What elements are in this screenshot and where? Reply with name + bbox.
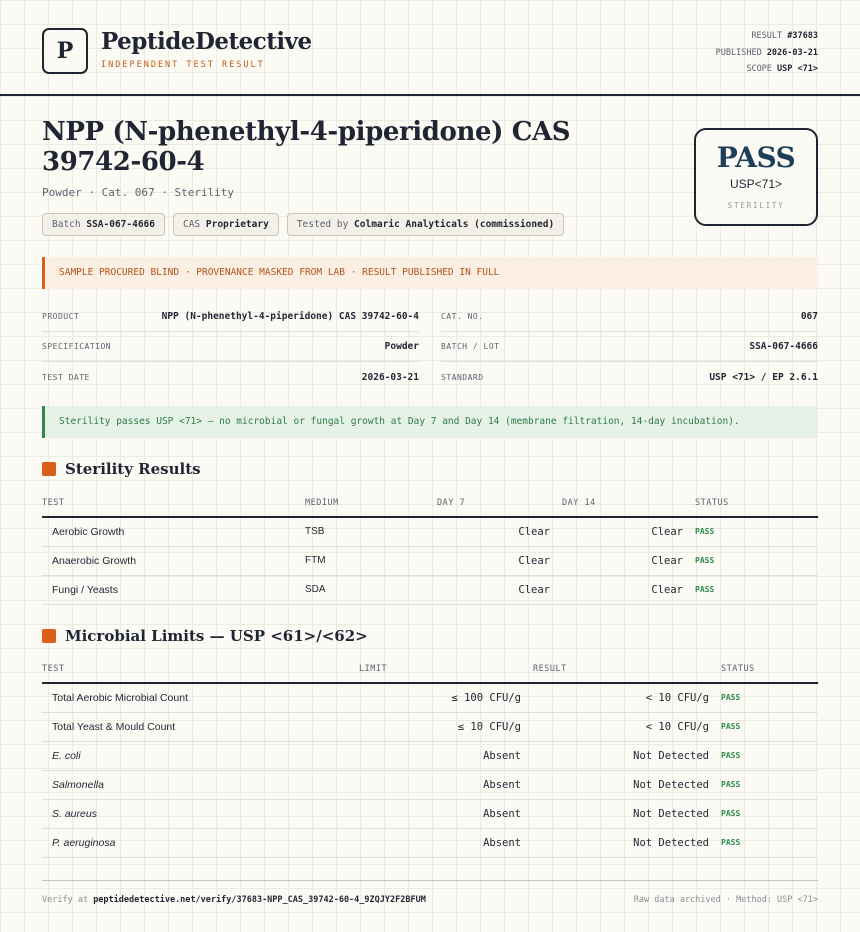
day7-result: Clear (437, 546, 562, 575)
column-header: LIMIT (359, 655, 533, 683)
medium: SDA (305, 575, 437, 604)
status-badge: PASS (721, 828, 818, 857)
status-badge: PASS (721, 683, 818, 712)
sterility-table (42, 489, 818, 605)
product-title: NPP (N-phenethyl-4-piperidone) CAS 39742-60-4 (42, 117, 571, 177)
test-name: E. coli (42, 741, 359, 770)
info-grid-left (42, 302, 419, 392)
limit: ≤ 10 CFU/g (359, 712, 533, 741)
test-name: Anaerobic Growth (42, 546, 305, 575)
table-row (42, 683, 818, 712)
table-row (42, 828, 818, 857)
limit: ≤ 100 CFU/g (359, 683, 533, 712)
section-title: Microbial Limits — USP <61>/<62> (65, 627, 368, 645)
info-label: SPECIFICATION (42, 342, 112, 351)
brand-tagline: INDEPENDENT TEST RESULT (101, 60, 265, 70)
microbial-section-header (42, 627, 368, 645)
procurement-notice: SAMPLE PROCURED BLIND · PROVENANCE MASKED FROM LAB · RESULT PUBLISHED IN FULL (42, 257, 818, 289)
info-value: 2026-03-21 (361, 371, 419, 383)
result: Not Detected (533, 770, 721, 799)
info-row-batch-lot (441, 332, 818, 362)
section-title: Sterility Results (65, 460, 201, 478)
published-line: PUBLISHED 2026-03-21 (715, 47, 818, 58)
info-value: NPP (N-phenethyl-4-piperidone) CAS 39742-60-4 (161, 311, 419, 322)
limit: Absent (359, 741, 533, 770)
report-footer (42, 880, 818, 905)
table-row (42, 517, 818, 546)
scope-line: SCOPE USP <71> (746, 64, 818, 74)
limit: Absent (359, 828, 533, 857)
column-header: MEDIUM (305, 489, 437, 517)
status-badge: PASS (695, 546, 818, 575)
info-grid-right (441, 302, 818, 392)
brand-logo: P (42, 28, 88, 74)
result: < 10 CFU/g (533, 712, 721, 741)
info-row-product (42, 302, 419, 332)
info-value: USP <71> / EP 2.6.1 (709, 371, 818, 383)
table-row (42, 575, 818, 604)
table-row (42, 712, 818, 741)
table-header-row (42, 489, 818, 517)
limit: Absent (359, 799, 533, 828)
status-badge: PASS (721, 741, 818, 770)
cas-chip: CAS Proprietary (173, 213, 279, 236)
column-header: TEST (42, 489, 305, 517)
day14-result: Clear (562, 517, 695, 546)
medium: TSB (305, 517, 437, 546)
info-value: Powder (384, 341, 419, 352)
info-value: 067 (800, 311, 818, 322)
limit: Absent (359, 770, 533, 799)
verdict-standard: USP<71> (729, 177, 783, 191)
verdict-category: STERILITY (727, 201, 785, 210)
info-label: TEST DATE (42, 372, 90, 382)
info-value: SSA-067-4666 (749, 341, 818, 352)
status-badge: PASS (721, 712, 818, 741)
medium: FTM (305, 546, 437, 575)
test-name: P. aeruginosa (42, 828, 359, 857)
tested-by-chip: Tested by Colmaric Analyticals (commissioned) (287, 213, 564, 236)
info-row-test-date (42, 362, 419, 392)
chip-row (42, 213, 564, 236)
column-header: STATUS (695, 489, 818, 517)
verdict-badge (694, 128, 818, 226)
info-label: STANDARD (441, 372, 484, 382)
status-badge: PASS (721, 770, 818, 799)
verdict-word: PASS (716, 141, 796, 174)
brand-name: PeptideDetective (101, 28, 312, 55)
column-header: DAY 7 (437, 489, 562, 517)
day7-result: Clear (437, 575, 562, 604)
day14-result: Clear (562, 546, 695, 575)
test-name: Total Yeast & Mould Count (42, 712, 359, 741)
info-label: CAT. NO. (441, 312, 484, 321)
table-row (42, 546, 818, 575)
sterility-section-header (42, 460, 201, 478)
result-id-line: RESULT #37683 (751, 31, 818, 41)
test-name: S. aureus (42, 799, 359, 828)
info-row-specification (42, 332, 419, 362)
verify-line: Verify at peptidedetective.net/verify/37683-NPP_CAS_39742-60-4_9ZQJY2F2BFUM (42, 895, 426, 905)
microbial-table (42, 655, 818, 858)
table-row (42, 770, 818, 799)
section-marker-icon (42, 629, 56, 643)
day7-result: Clear (437, 517, 562, 546)
column-header: STATUS (721, 655, 818, 683)
column-header: RESULT (533, 655, 721, 683)
result: Not Detected (533, 828, 721, 857)
section-marker-icon (42, 462, 56, 476)
test-name: Total Aerobic Microbial Count (42, 683, 359, 712)
day14-result: Clear (562, 575, 695, 604)
result: Not Detected (533, 741, 721, 770)
report-meta (716, 28, 818, 78)
test-name: Aerobic Growth (42, 517, 305, 546)
table-header-row (42, 655, 818, 683)
table-row (42, 741, 818, 770)
status-badge: PASS (695, 517, 818, 546)
result: < 10 CFU/g (533, 683, 721, 712)
test-name: Fungi / Yeasts (42, 575, 305, 604)
status-badge: PASS (721, 799, 818, 828)
batch-chip: Batch SSA-067-4666 (42, 213, 165, 236)
product-subtitle: Powder · Cat. 067 · Sterility (42, 186, 235, 199)
info-label: PRODUCT (42, 312, 80, 321)
info-label: BATCH / LOT (441, 342, 500, 351)
test-name: Salmonella (42, 770, 359, 799)
footer-method: Raw data archived · Method: USP <71> (633, 895, 818, 905)
result: Not Detected (533, 799, 721, 828)
verify-link[interactable]: peptidedetective.net/verify/37683-NPP_CAS_39742-60-4_9ZQJY2F2BFUM (93, 895, 426, 905)
column-header: DAY 14 (562, 489, 695, 517)
info-row-cat-no (441, 302, 818, 332)
summary-banner: Sterility passes USP <71> — no microbial or fungal growth at Day 7 and Day 14 (membrane filtration, 14-day incubation). (42, 406, 818, 438)
column-header: TEST (42, 655, 359, 683)
info-row-standard (441, 362, 818, 392)
status-badge: PASS (695, 575, 818, 604)
report-header (0, 0, 860, 96)
table-row (42, 799, 818, 828)
